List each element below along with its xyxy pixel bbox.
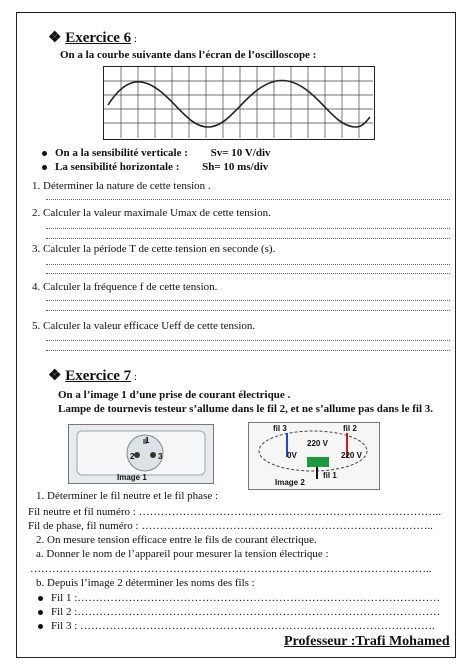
ex6-question-4: 4. Calculer la fréquence f de cette tension. xyxy=(32,281,218,293)
image-1-socket: 1 2 3 Image 1 xyxy=(68,424,214,484)
answer-line xyxy=(46,264,450,266)
ex7-question-2b: b. Depuis l’image 2 déterminer les noms des fils : xyxy=(36,577,255,589)
ex6-question-5: 5. Calculer la valeur efficace Ueff de cette tension. xyxy=(32,320,256,332)
sensitivity-vertical: On a la sensibilité verticale : Sv= 10 V/div xyxy=(42,147,271,159)
diamond-bullet-icon: ❖ xyxy=(48,30,62,46)
ex7-answer-neutre: Fil neutre et fil numéro : ……………………………………………………………………….. xyxy=(28,506,442,518)
image-2-caption: Image 2 xyxy=(275,478,305,487)
answer-line xyxy=(46,273,450,275)
exercise-7-title: Exercice 7 xyxy=(65,368,132,384)
answer-line xyxy=(46,300,450,302)
bullet-icon xyxy=(38,596,43,601)
ex7-answer-2a: ……………………………………………………………………………………………….. xyxy=(30,563,432,575)
ex7-question-2a: a. Donner le nom de l’appareil pour mesurer la tension électrique : xyxy=(36,548,329,560)
oscilloscope-grid xyxy=(104,67,373,138)
bullet-icon xyxy=(42,151,47,156)
bullet-icon xyxy=(38,610,43,615)
answer-line xyxy=(46,199,450,201)
fil-2-line: Fil 2 :……………………………………………………………………………………… xyxy=(38,606,440,618)
footer-author: Professeur :Trafi Mohamed xyxy=(284,634,450,649)
exercise-7-intro-1: On a l’image 1 d’une prise de courant électrique . xyxy=(58,389,291,401)
ex6-question-3: 3. Calculer la période T de cette tension en seconde (s). xyxy=(32,243,276,255)
answer-line xyxy=(46,340,450,342)
ex7-question-2: 2. On mesure tension efficace entre le fils de courant électrique. xyxy=(36,534,317,546)
diamond-bullet-icon: ❖ xyxy=(48,368,62,384)
exercise-6-title: Exercice 6 xyxy=(65,30,132,46)
answer-line xyxy=(46,238,450,240)
fil-1-line: Fil 1 :……………………………………………………………………………………… xyxy=(38,592,440,604)
image-1-caption: Image 1 xyxy=(117,473,147,482)
exercise-6-heading: ❖ Exercice 6 : xyxy=(48,30,137,46)
ex7-question-1: 1. Déterminer le fil neutre et le fil phase : xyxy=(36,490,219,502)
answer-line xyxy=(46,228,450,230)
oscilloscope-screen xyxy=(103,66,375,140)
answer-line xyxy=(46,310,450,312)
ex6-question-2: 2. Calculer la valeur maximale Umax de cette tension. xyxy=(32,207,271,219)
exercise-7-intro-2: Lampe de tournevis testeur s’allume dans le fil 2, et ne s’allume pas dans le fil 3. xyxy=(58,403,434,415)
oscilloscope-graph xyxy=(104,67,373,138)
sine-wave xyxy=(108,81,370,128)
answer-line xyxy=(46,350,450,352)
ex6-question-1: 1. Déterminer la nature de cette tension . xyxy=(32,180,211,192)
exercise-7-heading: ❖ Exercice 7 : xyxy=(48,368,137,384)
image-2-diagram: fil 3 fil 2 220 V 0V 220 V fil 1 Image 2 xyxy=(248,422,380,490)
bullet-icon xyxy=(42,165,47,170)
fil-3-line: Fil 3 : ……………………………………………………………………………………. xyxy=(38,620,435,632)
bullet-icon xyxy=(38,624,43,629)
exercise-6-intro: On a la courbe suivante dans l’écran de l’oscilloscope : xyxy=(60,49,317,61)
ex7-answer-phase: Fil de phase, fil numéro : …………………………………………………………………….. xyxy=(28,520,433,532)
sensitivity-horizontal: La sensibilité horizontale : Sh= 10 ms/div xyxy=(42,161,268,173)
